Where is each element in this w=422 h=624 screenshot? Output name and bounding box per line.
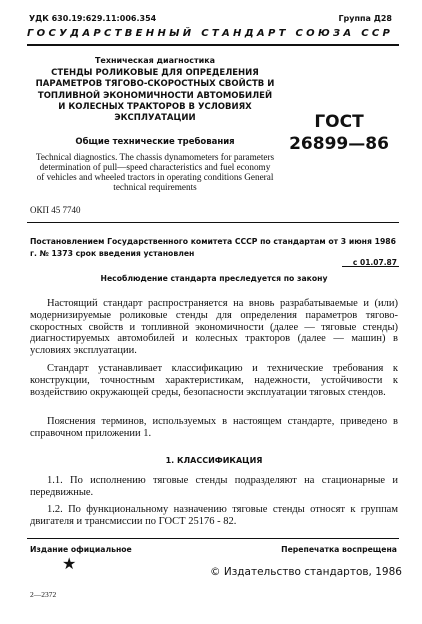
reprint-notice: Перепечатка воспрещена xyxy=(281,545,397,554)
paragraph-1-1: 1.1. По исполнению тяговые стенды подразделяют на стационарные и передвижные. xyxy=(30,475,398,498)
okp-code: ОКП 45 7740 xyxy=(30,205,81,215)
bottom-rule xyxy=(27,538,399,539)
doc-subtitle: Техническая диагностика xyxy=(94,56,216,65)
group-code: Группа Д28 xyxy=(338,14,392,23)
star-icon: ★ xyxy=(62,554,77,573)
section-heading: 1. КЛАССИФИКАЦИЯ xyxy=(165,456,263,465)
penalty-notice: Несоблюдение стандарта преследуется по закону xyxy=(100,274,328,283)
introduction-date: с 01.07.87 xyxy=(352,258,397,267)
general-requirements: Общие технические требования xyxy=(75,137,235,147)
order-number: 2—2372 xyxy=(30,590,57,599)
standard-line: ГОСУДАРСТВЕННЫЙ СТАНДАРТ СОЮЗА ССР xyxy=(27,28,394,39)
doc-title: СТЕНДЫ РОЛИКОВЫЕ ДЛЯ ОПРЕДЕЛЕНИЯ ПАРАМЕТРОВ ТЯГОВО-СКОРОСТНЫХ СВОЙСТВ И ТОПЛИВНОЙ ЭКОНОМИЧНОСТИ АВТОМОБИЛЕЙ И КОЛЕСНЫХ ТРАКТОРОВ В УСЛОВИЯХ ЭКСПЛУАТАЦИИ xyxy=(35,68,275,124)
official-edition: Издание официальное xyxy=(30,545,132,554)
gost-number-block xyxy=(279,111,399,155)
mid-rule xyxy=(27,222,399,223)
top-rule xyxy=(27,44,399,46)
paragraph-1-2: 1.2. По функциональному назначению тяговые стенды относят к группам двигателя и трансмиссии по ГОСТ 25176 - 82. xyxy=(30,504,398,527)
gost-label: ГОСТ xyxy=(314,112,364,132)
paragraph-contents: Стандарт устанавливает классификацию и технические требования к конструкции, точностным характеристикам, надежности, устойчивости к воздействию окружающей среды, безопасности эксплуатации тяговых стендов. xyxy=(30,363,398,398)
copyright: © Издательство стандартов, 1986 xyxy=(210,566,402,578)
paragraph-scope: Настоящий стандарт распространяется на вновь разрабатываемые и (или) модернизируемые роликовые стенды для определения параметров тягово-скоростных свойств и топливной экономичности (далее — тяговые стенды) диагностируемых автомобилей и колесных тракторов (далее — машин) в условиях эксплуатации. xyxy=(30,298,398,357)
paragraph-terms: Пояснения терминов, используемых в настоящем стандарте, приведено в справочном приложении 1. xyxy=(30,416,398,439)
udk-code: УДК 630.19:629.11:006.354 xyxy=(29,14,157,23)
decree-text: Постановлением Государственного комитета СССР по стандартам от 3 июня 1986 г. № 1373 срок введения установлен xyxy=(30,237,397,258)
gost-number: 26899—86 xyxy=(289,134,389,154)
english-title: Technical diagnostics. The chassis dynamometers for parameters determination of pull—speed characteristics and fuel economy of vehicles and wheeled tractors in operating conditions General technical requirements xyxy=(35,152,275,192)
